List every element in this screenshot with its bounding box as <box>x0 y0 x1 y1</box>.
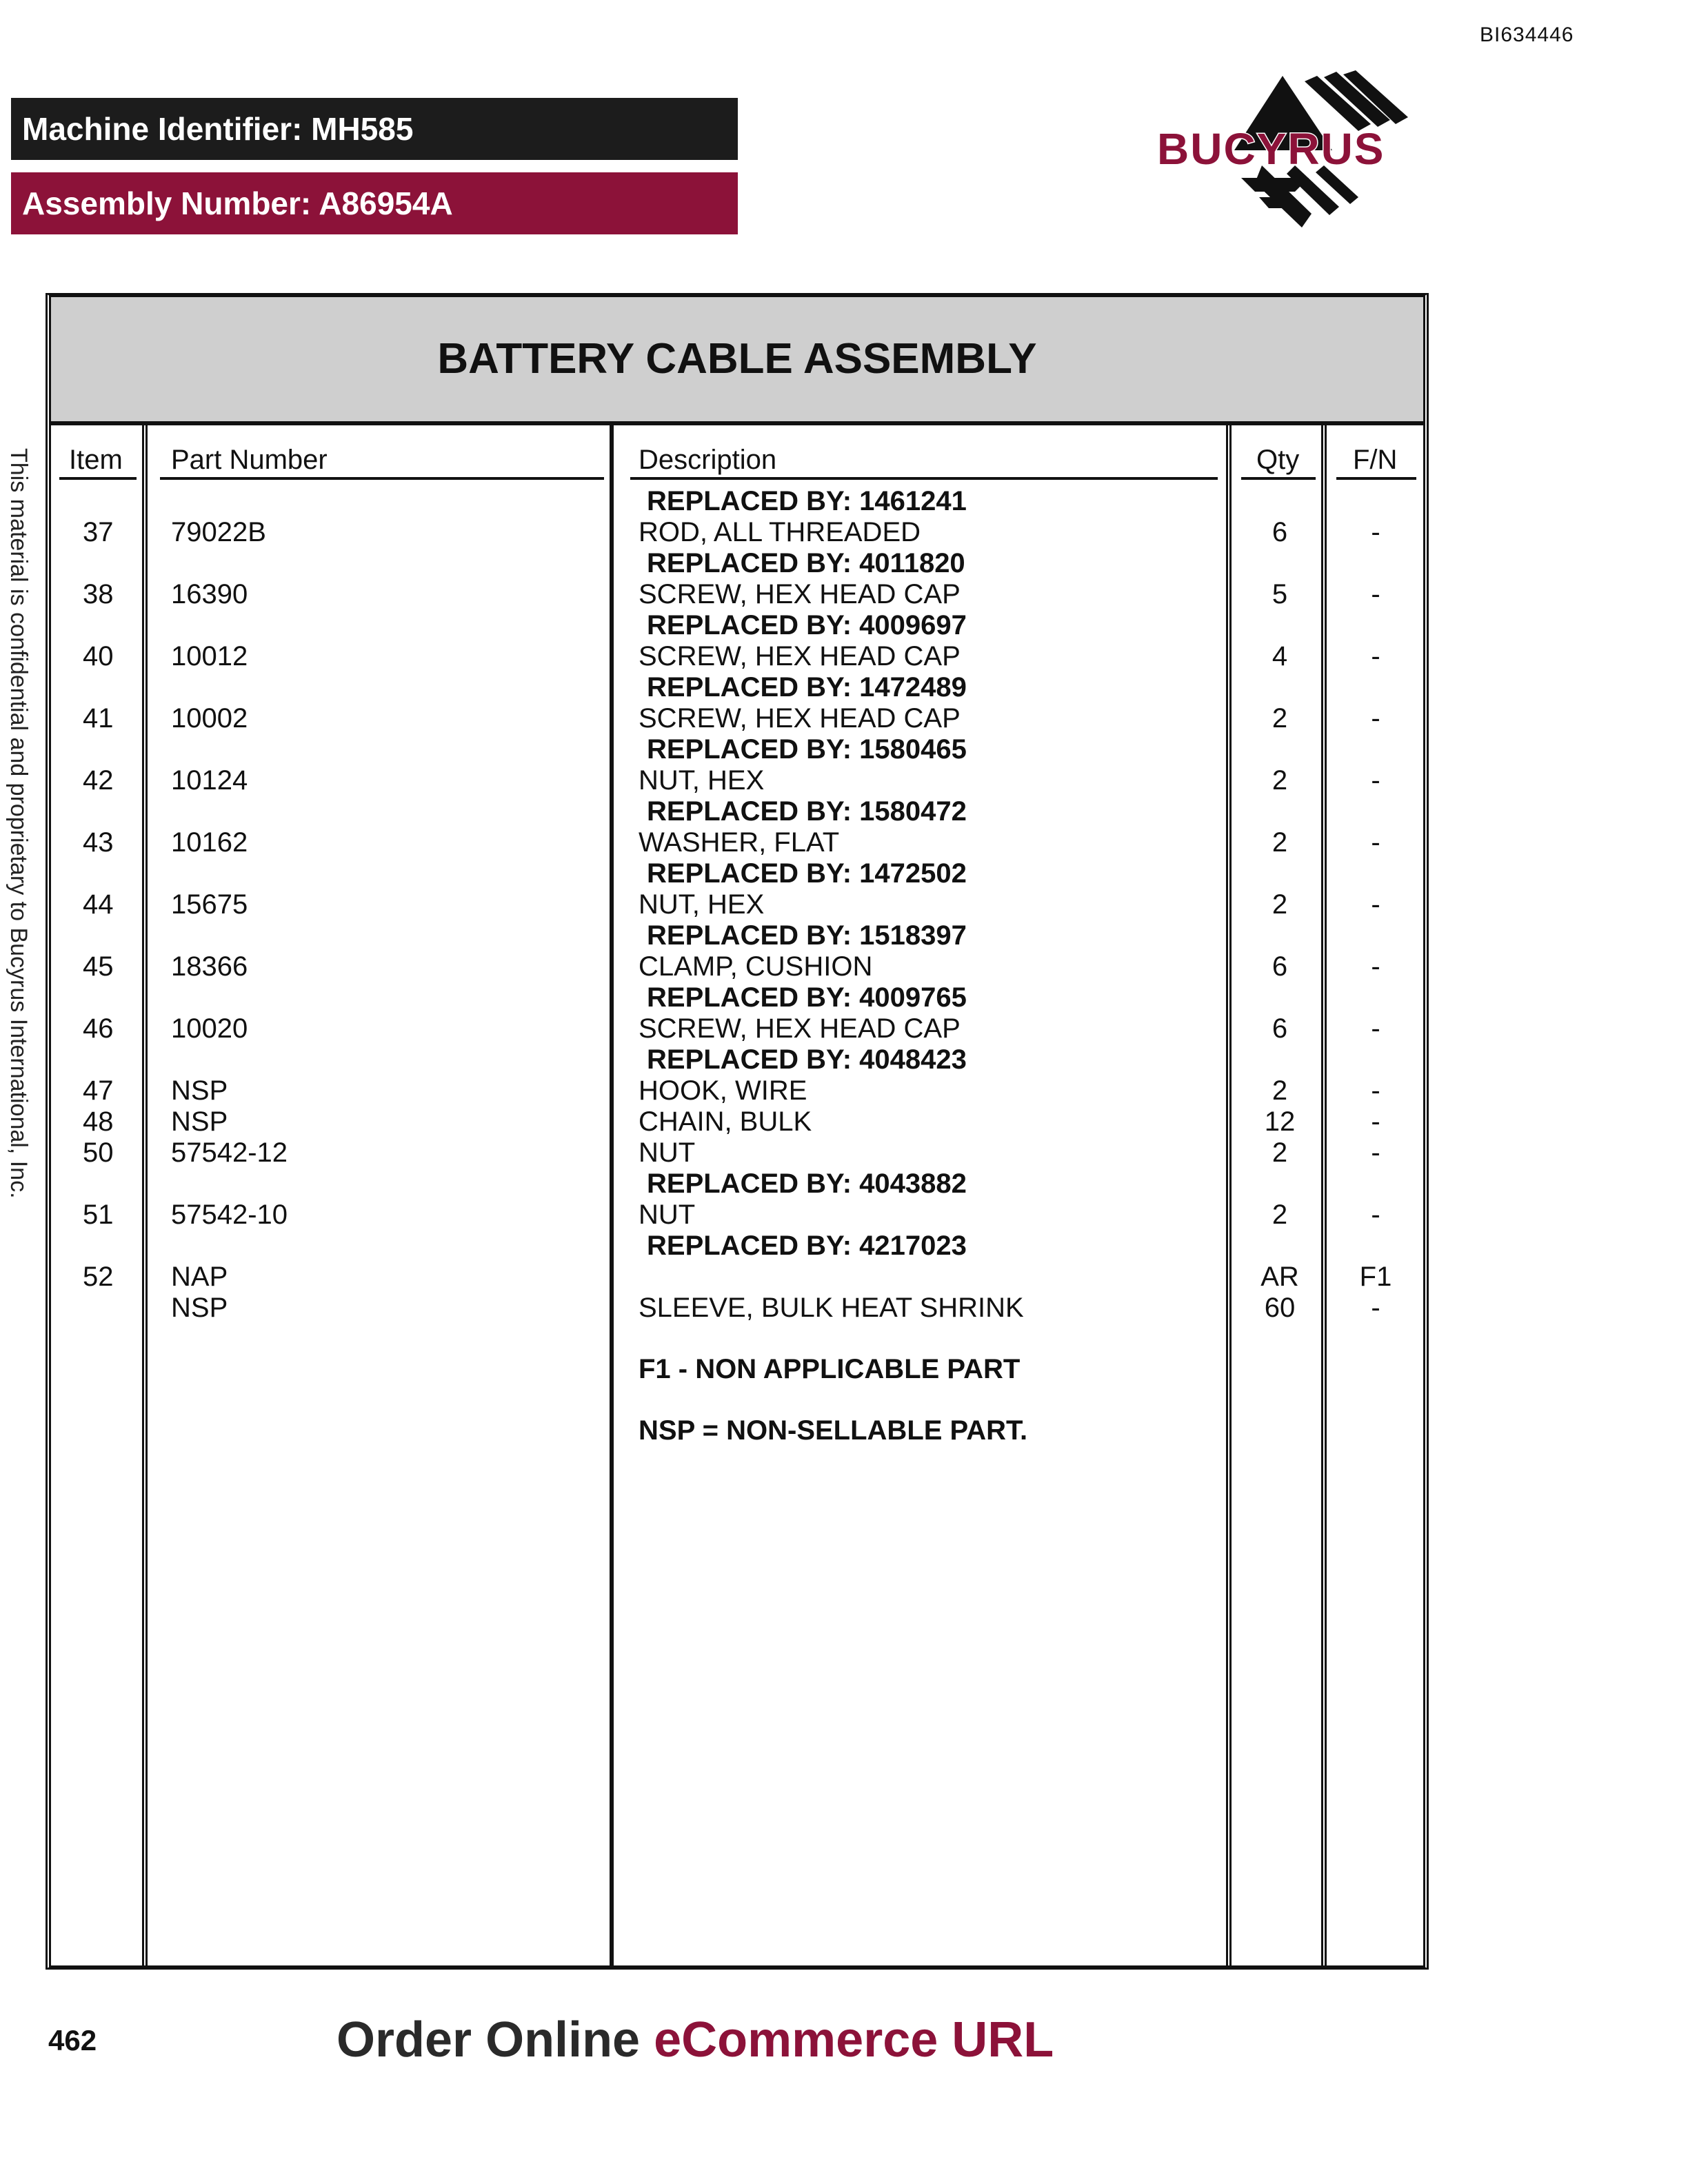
header-underline-part <box>160 477 604 480</box>
part-qty: 2 <box>1272 827 1288 858</box>
part-qty: AR <box>1260 1262 1299 1292</box>
column-divider-desc <box>1226 421 1232 1965</box>
replaced-by-note: REPLACED BY: 4009765 <box>647 982 967 1013</box>
replaced-by-note: REPLACED BY: 1518397 <box>647 920 967 951</box>
item-number: 44 <box>83 889 114 920</box>
part-fn: - <box>1371 765 1380 796</box>
footnote-f1: F1 - NON APPLICABLE PART <box>639 1354 1021 1384</box>
part-description: NUT <box>639 1138 696 1168</box>
column-header-part-number: Part Number <box>171 445 328 475</box>
logo-text: BUCYRUS <box>1157 124 1385 174</box>
part-qty: 2 <box>1272 1138 1288 1168</box>
part-fn: - <box>1371 641 1380 671</box>
column-divider-qty <box>1321 421 1327 1965</box>
part-description: SLEEVE, BULK HEAT SHRINK <box>639 1293 1024 1323</box>
column-header-item: Item <box>69 445 123 475</box>
replaced-by-note: REPLACED BY: 4048423 <box>647 1044 967 1075</box>
item-number: 43 <box>83 827 114 858</box>
part-fn: - <box>1371 951 1380 982</box>
part-number: NAP <box>171 1262 228 1292</box>
part-fn: - <box>1371 517 1380 547</box>
part-description: SCREW, HEX HEAD CAP <box>639 641 961 671</box>
part-fn: - <box>1371 827 1380 858</box>
part-qty: 2 <box>1272 1075 1288 1106</box>
part-fn: - <box>1371 703 1380 734</box>
part-number: 57542-10 <box>171 1200 288 1230</box>
part-fn: - <box>1371 1138 1380 1168</box>
part-description: NUT, HEX <box>639 765 765 796</box>
part-number: 79022B <box>171 517 266 547</box>
item-number: 37 <box>83 517 114 547</box>
part-qty: 60 <box>1264 1293 1296 1323</box>
part-qty: 12 <box>1264 1106 1296 1137</box>
item-number: 51 <box>83 1200 114 1230</box>
item-number: 47 <box>83 1075 114 1106</box>
part-fn: - <box>1371 1200 1380 1230</box>
header-underline-fn <box>1336 477 1416 480</box>
item-number: 46 <box>83 1013 114 1044</box>
confidentiality-note: This material is confidential and proprietary to Bucyrus International, Inc. <box>6 448 32 1199</box>
item-number: 41 <box>83 703 114 734</box>
part-number: 15675 <box>171 889 248 920</box>
assembly-number-bar: Assembly Number: A86954A <box>11 172 738 234</box>
column-divider-item <box>142 421 148 1965</box>
part-description: ROD, ALL THREADED <box>639 517 921 547</box>
replaced-by-note: REPLACED BY: 4009697 <box>647 610 967 640</box>
part-description: WASHER, FLAT <box>639 827 840 858</box>
part-qty: 2 <box>1272 765 1288 796</box>
column-divider-part <box>610 421 614 1965</box>
part-qty: 6 <box>1272 951 1288 982</box>
part-number: NSP <box>171 1075 228 1106</box>
part-qty: 5 <box>1272 579 1288 609</box>
part-fn: - <box>1371 1293 1380 1323</box>
part-number: NSP <box>171 1106 228 1137</box>
header-underline-desc <box>630 477 1218 480</box>
part-description: SCREW, HEX HEAD CAP <box>639 703 961 734</box>
part-qty: 6 <box>1272 517 1288 547</box>
part-description: CHAIN, BULK <box>639 1106 812 1137</box>
replaced-by-note: REPLACED BY: 4043882 <box>647 1169 967 1199</box>
part-number: 10002 <box>171 703 248 734</box>
part-fn: - <box>1371 889 1380 920</box>
column-header-qty: Qty <box>1256 445 1300 475</box>
part-number: 10124 <box>171 765 248 796</box>
part-qty: 6 <box>1272 1013 1288 1044</box>
part-fn: - <box>1371 1075 1380 1106</box>
replaced-by-note: REPLACED BY: 1461241 <box>647 486 967 516</box>
table-title: BATTERY CABLE ASSEMBLY <box>51 297 1423 425</box>
order-online-text: Order Online <box>336 2012 654 2067</box>
part-description: NUT <box>639 1200 696 1230</box>
part-number: 10012 <box>171 641 248 671</box>
ecommerce-url-link[interactable]: eCommerce URL <box>654 2012 1054 2067</box>
item-number: 48 <box>83 1106 114 1137</box>
part-qty: 2 <box>1272 889 1288 920</box>
replaced-by-note: REPLACED BY: 1472502 <box>647 858 967 889</box>
item-number: 52 <box>83 1262 114 1292</box>
part-fn: - <box>1371 1106 1380 1137</box>
replaced-by-note: REPLACED BY: 1580465 <box>647 734 967 765</box>
item-number: 50 <box>83 1138 114 1168</box>
part-description: SCREW, HEX HEAD CAP <box>639 1013 961 1044</box>
part-number: 16390 <box>171 579 248 609</box>
part-fn: - <box>1371 1013 1380 1044</box>
machine-identifier-bar: Machine Identifier: MH585 <box>11 98 738 160</box>
order-online-banner[interactable] <box>336 2012 1054 2068</box>
part-number: NSP <box>171 1293 228 1323</box>
replaced-by-note: REPLACED BY: 1472489 <box>647 672 967 702</box>
bucyrus-logo <box>1152 69 1441 241</box>
item-number: 38 <box>83 579 114 609</box>
part-qty: 2 <box>1272 703 1288 734</box>
page-number: 462 <box>48 2024 97 2056</box>
column-header-fn: F/N <box>1353 445 1398 475</box>
part-description: SCREW, HEX HEAD CAP <box>639 579 961 609</box>
item-number: 42 <box>83 765 114 796</box>
part-qty: 4 <box>1272 641 1288 671</box>
part-qty: 2 <box>1272 1200 1288 1230</box>
part-description: NUT, HEX <box>639 889 765 920</box>
item-number: 45 <box>83 951 114 982</box>
part-number: 10162 <box>171 827 248 858</box>
part-number: 10020 <box>171 1013 248 1044</box>
replaced-by-note: REPLACED BY: 1580472 <box>647 796 967 827</box>
column-header-description: Description <box>639 445 777 475</box>
footnote-nsp: NSP = NON-SELLABLE PART. <box>639 1415 1028 1446</box>
header-underline-item <box>59 477 137 480</box>
item-number: 40 <box>83 641 114 671</box>
replaced-by-note: REPLACED BY: 4217023 <box>647 1231 967 1261</box>
part-description: CLAMP, CUSHION <box>639 951 873 982</box>
part-number: 57542-12 <box>171 1138 288 1168</box>
part-description: HOOK, WIRE <box>639 1075 807 1106</box>
replaced-by-note: REPLACED BY: 4011820 <box>647 548 965 578</box>
header-underline-qty <box>1241 477 1316 480</box>
part-fn: F1 <box>1359 1262 1392 1292</box>
part-fn: - <box>1371 579 1380 609</box>
document-id: BI634446 <box>1480 23 1574 46</box>
part-number: 18366 <box>171 951 248 982</box>
